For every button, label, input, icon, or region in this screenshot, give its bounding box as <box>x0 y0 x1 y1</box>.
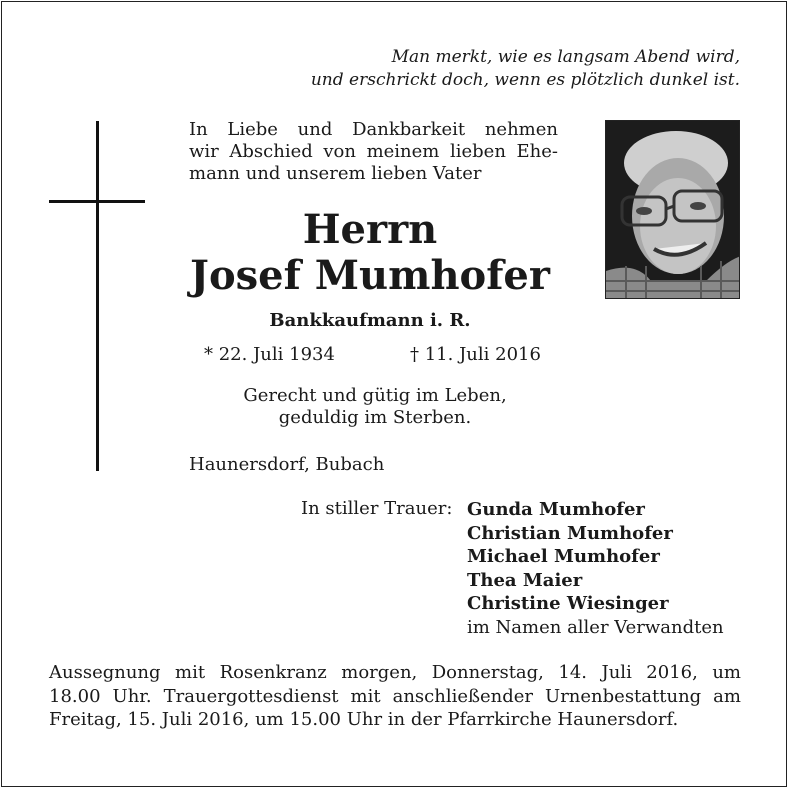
motto-line-2: und erschrickt doch, wenn es plötzlich dunkel ist. <box>310 70 740 90</box>
salutation: Herrn <box>302 206 438 253</box>
deceased-name: Josef Mumhofer <box>190 252 550 299</box>
mourning-label: In stiller Trauer: <box>301 498 453 519</box>
deceased-name-block <box>160 254 580 298</box>
deceased-salutation <box>160 208 580 252</box>
portrait-photo <box>605 120 740 299</box>
portrait-icon <box>606 121 740 299</box>
mourners-list <box>467 498 724 639</box>
mourner-name: Christine Wiesinger <box>467 593 669 614</box>
place: Haunersdorf, Bubach <box>189 454 385 475</box>
intro-line-1: In Liebe und Dankbarkeit nehmen <box>189 119 558 140</box>
death-date: † 11. Juli 2016 <box>410 344 541 365</box>
funeral-info-line-3: Freitag, 15. Juli 2016, um 15.00 Uhr in der Pfarrkirche Haunersdorf. <box>49 709 679 730</box>
intro-line-3: mann und unserem lieben Vater <box>189 163 482 184</box>
mourner-name: Thea Maier <box>467 569 583 591</box>
profession-block <box>160 310 580 331</box>
funeral-info-line-2: 18.00 Uhr. Trauergottesdienst mit anschließender Urnenbestattung am <box>49 685 741 707</box>
intro-text <box>189 119 558 185</box>
motto-line-1: Man merkt, wie es langsam Abend wird, <box>391 47 740 67</box>
mourner-name: Gunda Mumhofer <box>467 499 645 520</box>
mourner-name: Michael Mumhofer <box>467 546 660 567</box>
funeral-info <box>49 661 741 732</box>
funeral-info-line-1: Aussegnung mit Rosenkranz morgen, Donnerstag, 14. Juli 2016, um <box>49 662 741 683</box>
birth-date: * 22. Juli 1934 <box>204 344 335 365</box>
relatives-note: im Namen aller Verwandten <box>467 616 724 638</box>
saying-line-1: Gerecht und gütig im Leben, <box>243 385 507 406</box>
saying-line-2: geduldig im Sterben. <box>278 407 472 428</box>
profession: Bankkaufmann i. R. <box>269 310 471 331</box>
intro-line-2: wir Abschied von meinem lieben Ehe- <box>189 141 558 162</box>
cross-icon <box>96 121 99 471</box>
mourner-name: Christian Mumhofer <box>467 522 673 544</box>
cross-icon-bar <box>49 200 145 203</box>
